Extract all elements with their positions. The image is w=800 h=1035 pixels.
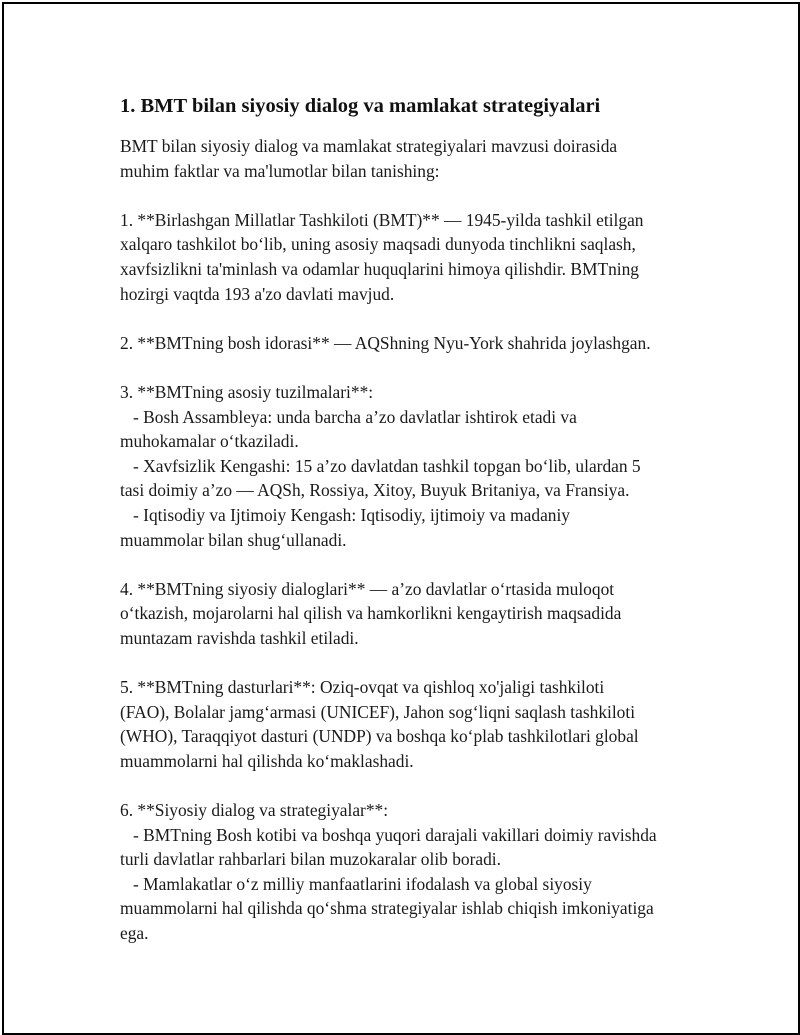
text-line: 2. **BMTning bosh idorasi** — AQShning Nyu-York shahrida joylashgan. — [120, 332, 651, 353]
section-6 — [120, 798, 700, 946]
text-line: (FAO), Bolalar jamg‘armasi (UNICEF), Jahon sog‘liqni saqlash tashkiloti — [120, 701, 636, 722]
text-line: xavfsizlikni ta'minlash va odamlar huquqlarini himoya qilishdir. BMTning — [120, 258, 639, 279]
paragraph-gap — [120, 773, 700, 798]
document-page — [2, 2, 800, 1035]
paragraph-gap — [120, 183, 700, 208]
intro-paragraph — [120, 134, 700, 183]
text-line: turli davlatlar rahbarlari bilan muzokaralar olib boradi. — [120, 849, 501, 870]
text-line: tasi doimiy a’zo — AQSh, Rossiya, Xitoy, Buyuk Britaniya, va Fransiya. — [120, 480, 630, 501]
paragraph-gap — [120, 552, 700, 577]
text-line: 3. **BMTning asosiy tuzilmalari**: — [120, 381, 374, 402]
text-line: (WHO), Taraqqiyot dasturi (UNDP) va boshqa ko‘plab tashkilotlari global — [120, 726, 639, 747]
paragraph-gap — [120, 650, 700, 675]
text-line: 5. **BMTning dasturlari**: Oziq-ovqat va qishloq xo'jaligi tashkiloti — [120, 677, 605, 698]
paragraph-gap — [120, 355, 700, 380]
section-5 — [120, 675, 700, 773]
paragraph-gap — [120, 306, 700, 331]
document-title: 1. BMT bilan siyosiy dialog va mamlakat strategiyalari — [120, 95, 601, 117]
document-body — [120, 92, 700, 946]
text-line: muammolarni hal qilishda ko‘maklashadi. — [120, 750, 414, 771]
text-line: 6. **Siyosiy dialog va strategiyalar**: — [120, 800, 389, 821]
section-3 — [120, 380, 700, 552]
text-line: BMT bilan siyosiy dialog va mamlakat strategiyalari mavzusi doirasida — [120, 136, 618, 156]
section-2 — [120, 331, 700, 356]
text-line: 1. **Birlashgan Millatlar Tashkiloti (BMT)** — 1945-yilda tashkil etilgan — [120, 209, 644, 230]
text-line: o‘tkazish, mojarolarni hal qilish va hamkorlikni kengaytirish maqsadida — [120, 603, 622, 624]
section-1 — [120, 208, 700, 306]
text-line: muhim faktlar va ma'lumotlar bilan tanishing: — [120, 160, 440, 181]
text-line: muammolarni hal qilishda qo‘shma strategiyalar ishlab chiqish imkoniyatiga — [120, 898, 654, 919]
text-line: ega. — [120, 923, 149, 943]
section-4 — [120, 577, 700, 651]
text-line: - Bosh Assambleya: unda barcha a’zo davlatlar ishtirok etadi va — [120, 406, 577, 427]
text-line: muammolar bilan shug‘ullanadi. — [120, 529, 347, 550]
text-line: muhokamalar o‘tkaziladi. — [120, 431, 299, 452]
text-line: - Xavfsizlik Kengashi: 15 a’zo davlatdan tashkil topgan bo‘lib, ulardan 5 — [120, 455, 641, 476]
text-line: 4. **BMTning siyosiy dialoglari** — a’zo davlatlar o‘rtasida muloqot — [120, 578, 615, 599]
text-line: - BMTning Bosh kotibi va boshqa yuqori darajali vakillari doimiy ravishda — [120, 824, 657, 845]
text-line: muntazam ravishda tashkil etiladi. — [120, 627, 359, 648]
text-line: xalqaro tashkilot bo‘lib, uning asosiy maqsadi dunyoda tinchlikni saqlash, — [120, 234, 636, 255]
text-line: - Mamlakatlar o‘z milliy manfaatlarini ifodalash va global siyosiy — [120, 873, 592, 894]
text-line: - Iqtisodiy va Ijtimoiy Kengash: Iqtisodiy, ijtimoiy va madaniy — [120, 504, 571, 525]
text-line: hozirgi vaqtda 193 a'zo davlati mavjud. — [120, 283, 395, 304]
